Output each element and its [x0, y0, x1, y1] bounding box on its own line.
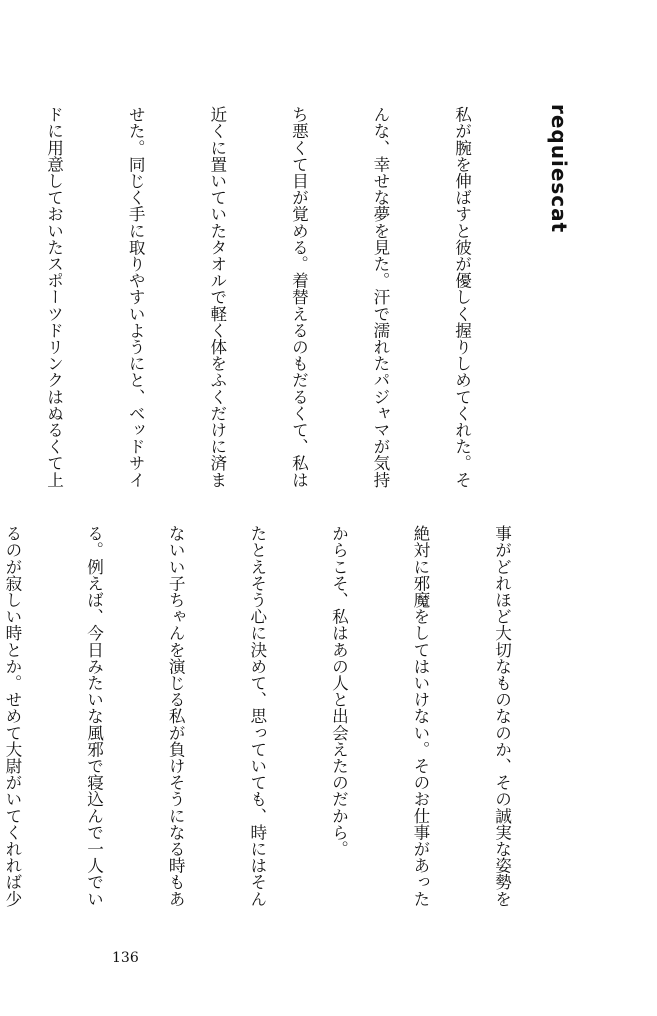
page-number: 136 [112, 950, 139, 966]
text-column: 絶対に邪魔をしてはいけない。そのお仕事があった [410, 525, 430, 907]
text-column: ドに用意しておいたスポーツドリンクはぬるくて上 [44, 106, 64, 488]
text-column: からこそ、私はあの人と出会えたのだから。 [329, 525, 349, 857]
text-column: る。例えば、今日みたいな風邪で寝込んで一人でい [84, 525, 104, 907]
text-column: 事がどれほど大切なものなのか、その誠実な姿勢を [492, 525, 512, 907]
text-column: ないい子ちゃんを演じる私が負けそうになる時もあ [166, 525, 186, 907]
text-column: 近くに置いていたタオルで軽く体をふくだけに済ま [207, 106, 227, 488]
chapter-title: requiescat [547, 104, 571, 234]
text-column: んな、幸せな夢を見た。汗で濡れたパジャマが気持 [370, 106, 390, 488]
text-column: 私が腕を伸ばすと彼が優しく握りしめてくれた。そ [452, 106, 472, 488]
upper-text-block [44, 106, 530, 506]
text-column: ち悪くて目が覚める。着替えるのもだるくて、私は [289, 106, 309, 488]
text-column: たとえそう心に決めて、思っていても、時にはそん [247, 525, 267, 907]
text-column: るのが寂しい時とか。せめて大尉がいてくれれば少 [2, 525, 22, 907]
text-column: せた。同じく手に取りやすいようにと、ベッドサイ [126, 106, 146, 488]
lower-text-block [2, 525, 570, 925]
